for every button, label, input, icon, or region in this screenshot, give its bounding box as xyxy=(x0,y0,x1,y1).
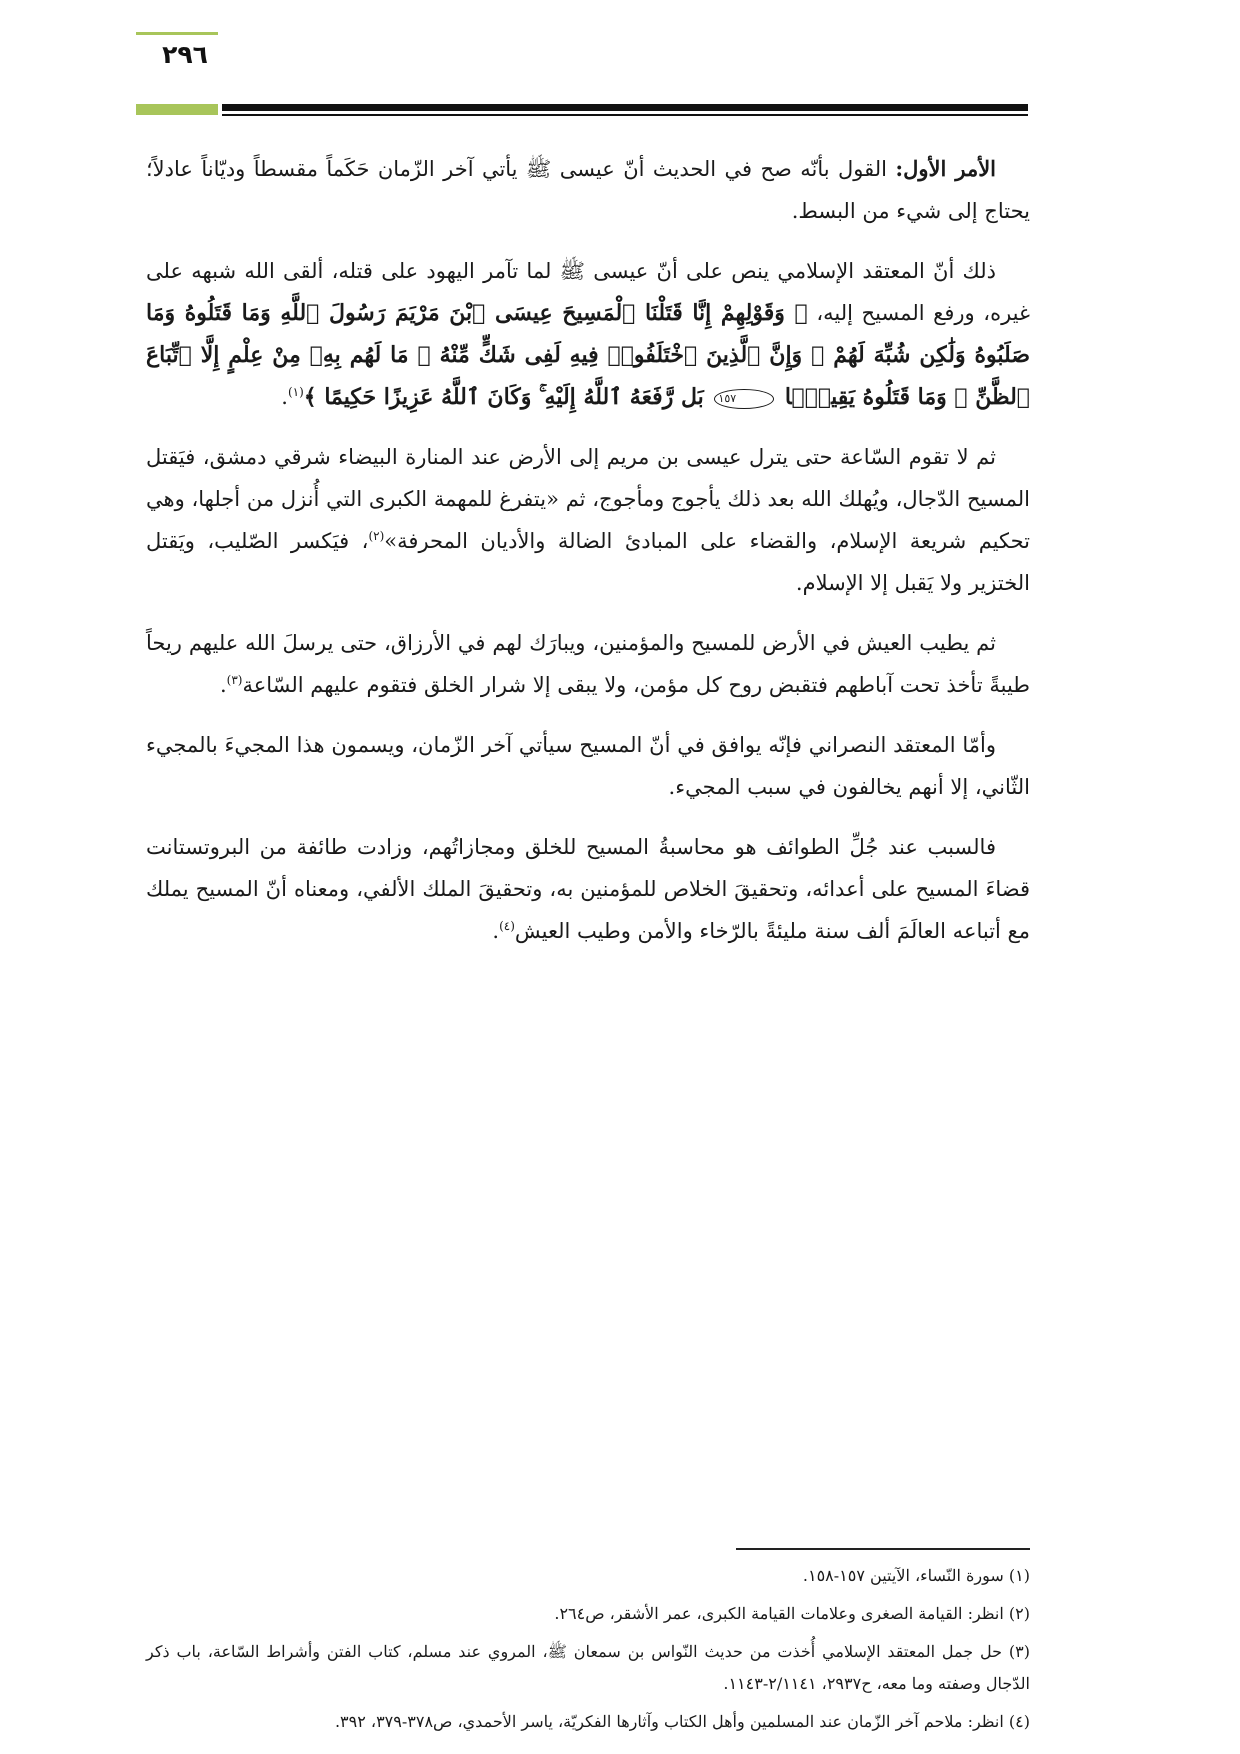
paragraph-text: القول بأنّه صح في الحديث أنّ عيسى ﷺ يأتي آخر الزّمان حَكَماً مقسطاً وديّاناً عادلاً؛ يحتاج إلى شيء من البسط. xyxy=(146,157,1030,223)
footnote-ref[interactable]: (١) xyxy=(287,385,304,399)
footnote-ref[interactable]: (٤) xyxy=(499,919,515,933)
footnotes xyxy=(146,1560,1030,1744)
ayah-number-marker: ١٥٧ xyxy=(714,389,774,409)
paragraph-tail: . xyxy=(492,919,500,943)
footnote-1: (١) سورة النّساء، الآيتين ١٥٧-١٥٨. xyxy=(802,1566,1030,1585)
footnote-2: (٢) انظر: القيامة الصغرى وعلامات القيامة الكبرى، عمر الأشقر، ص٢٦٤. xyxy=(554,1604,1030,1623)
paragraph-5 xyxy=(146,724,1030,808)
paragraph-2 xyxy=(146,250,1030,418)
quran-bracket-close: ﴾ xyxy=(303,384,317,410)
paragraph-4 xyxy=(146,622,1030,706)
paragraph-tail: . xyxy=(219,673,227,697)
paragraph-6 xyxy=(146,826,1030,952)
quran-bracket-open: ﴿ xyxy=(794,300,808,326)
header-accent-top xyxy=(136,32,218,35)
header-accent-green-bar xyxy=(136,104,218,115)
quran-verse: بَل رَّفَعَهُ ٱللَّهُ إِلَيْهِ ۚ وَكَانَ ٱللَّهُ عَزِيزًا حَكِيمًا xyxy=(316,384,712,410)
paragraph-tail: . xyxy=(281,385,288,409)
footnote-ref[interactable]: (٣) xyxy=(226,673,243,687)
paragraph-text: ، فيَكسر الصّليب، ويَقتل الختزير ولا يَقبل إلا الإسلام. xyxy=(146,529,1030,595)
main-text xyxy=(146,148,1030,970)
header-rule-thin xyxy=(222,114,1028,116)
page-number: ٢٩٦ xyxy=(162,40,208,69)
footnote-4: (٤) انظر: ملاحم آخر الزّمان عند المسلمين وأهل الكتاب وآثارها الفكريّة، ياسر الأحمدي، ص٣٧٨-٣٧٩، ٣٩٢. xyxy=(334,1712,1030,1731)
footnote-ref[interactable]: (٢) xyxy=(368,529,385,543)
paragraph-1 xyxy=(146,148,1030,232)
paragraph-text: ثم يطيب العيش في الأرض للمسيح والمؤمنين، ويبارَك لهم في الأرزاق، حتى يرسلَ الله عليهم ريحاً طيبةً تأخذ تحت آباطهم فتقبض روح كل مؤمن، ولا يبقى إلا شرار الخلق فتقوم عليهم السّاعة xyxy=(146,631,1030,697)
quran-verse: وَقَوْلِهِمْ إِنَّا قَتَلْنَا ٱلْمَسِيحَ عِيسَى ٱبْنَ مَرْيَمَ رَسُولَ ٱللَّهِ وَمَا قَتَلُوهُ وَمَا صَلَبُوهُ وَلَٰكِن شُبِّهَ لَهُمْ ۚ وَإِنَّ ٱلَّذِينَ ٱخْتَلَفُوا۟ فِيهِ لَفِى شَكٍّ مِّنْهُ ۚ مَا لَهُم بِهِۦ مِنْ عِلْمٍ إِلَّا ٱتِّبَاعَ ٱلظَّنِّ ۚ وَمَا قَتَلُوهُ يَقِينًۢا xyxy=(146,300,1030,410)
header-rule-thick xyxy=(222,104,1028,111)
paragraph-text: وأمّا المعتقد النصراني فإنّه يوافق في أنّ المسيح سيأتي آخر الزّمان، ويسمون هذا المجيءَ بالمجيء الثّاني، إلا أنهم يخالفون في سبب المجيء. xyxy=(146,733,1030,799)
paragraph-text: فالسبب عند جُلِّ الطوائف هو محاسبةُ المسيح للخلق ومجازاتُهم، وزادت طائفة من البروتستانت قضاءَ المسيح على أعدائه، وتحقيقَ الخلاص للمؤمنين به، وتحقيقَ الملك الألفي، ومعناه أنّ المسيح يملك مع أتباعه العالَمَ ألف سنة مليئةً بالرّخاء والأمن وطيب العيش xyxy=(146,835,1030,943)
paragraph-text: ذلك أنّ المعتقد الإسلامي ينص على أنّ عيسى ﷺ لما تآمر اليهود على قتله، ألقى الله شبهه على غيره، ورفع المسيح إليه، xyxy=(146,259,1030,325)
paragraph-text: ثم لا تقوم السّاعة حتى يترل عيسى بن مريم إلى الأرض عند المنارة البيضاء شرقي دمشق، فيَقتل المسيح الدّجال، ويُهلك الله بعد ذلك يأجوج ومأجوج، ثم «يتفرغ للمهمة الكبرى التي أُنزل من أجلها، وهي تحكيم شريعة الإسلام، والقضاء على المبادئ الضالة والأديان المحرفة» xyxy=(146,445,1031,553)
paragraph-lead: الأمر الأول: xyxy=(895,156,997,181)
paragraph-3 xyxy=(146,436,1030,604)
footnote-3: (٣) حل جمل المعتقد الإسلامي أُخذت من حديث النّواس بن سمعان ﷺ، المروي عند مسلم، كتاب الفتن وأشراط السّاعة، باب ذكر الدّجال وصفته وما معه، ح٢٩٣٧، ٢/١١٤١-١١٤٣. xyxy=(146,1642,1030,1693)
footnote-separator xyxy=(736,1548,1030,1550)
